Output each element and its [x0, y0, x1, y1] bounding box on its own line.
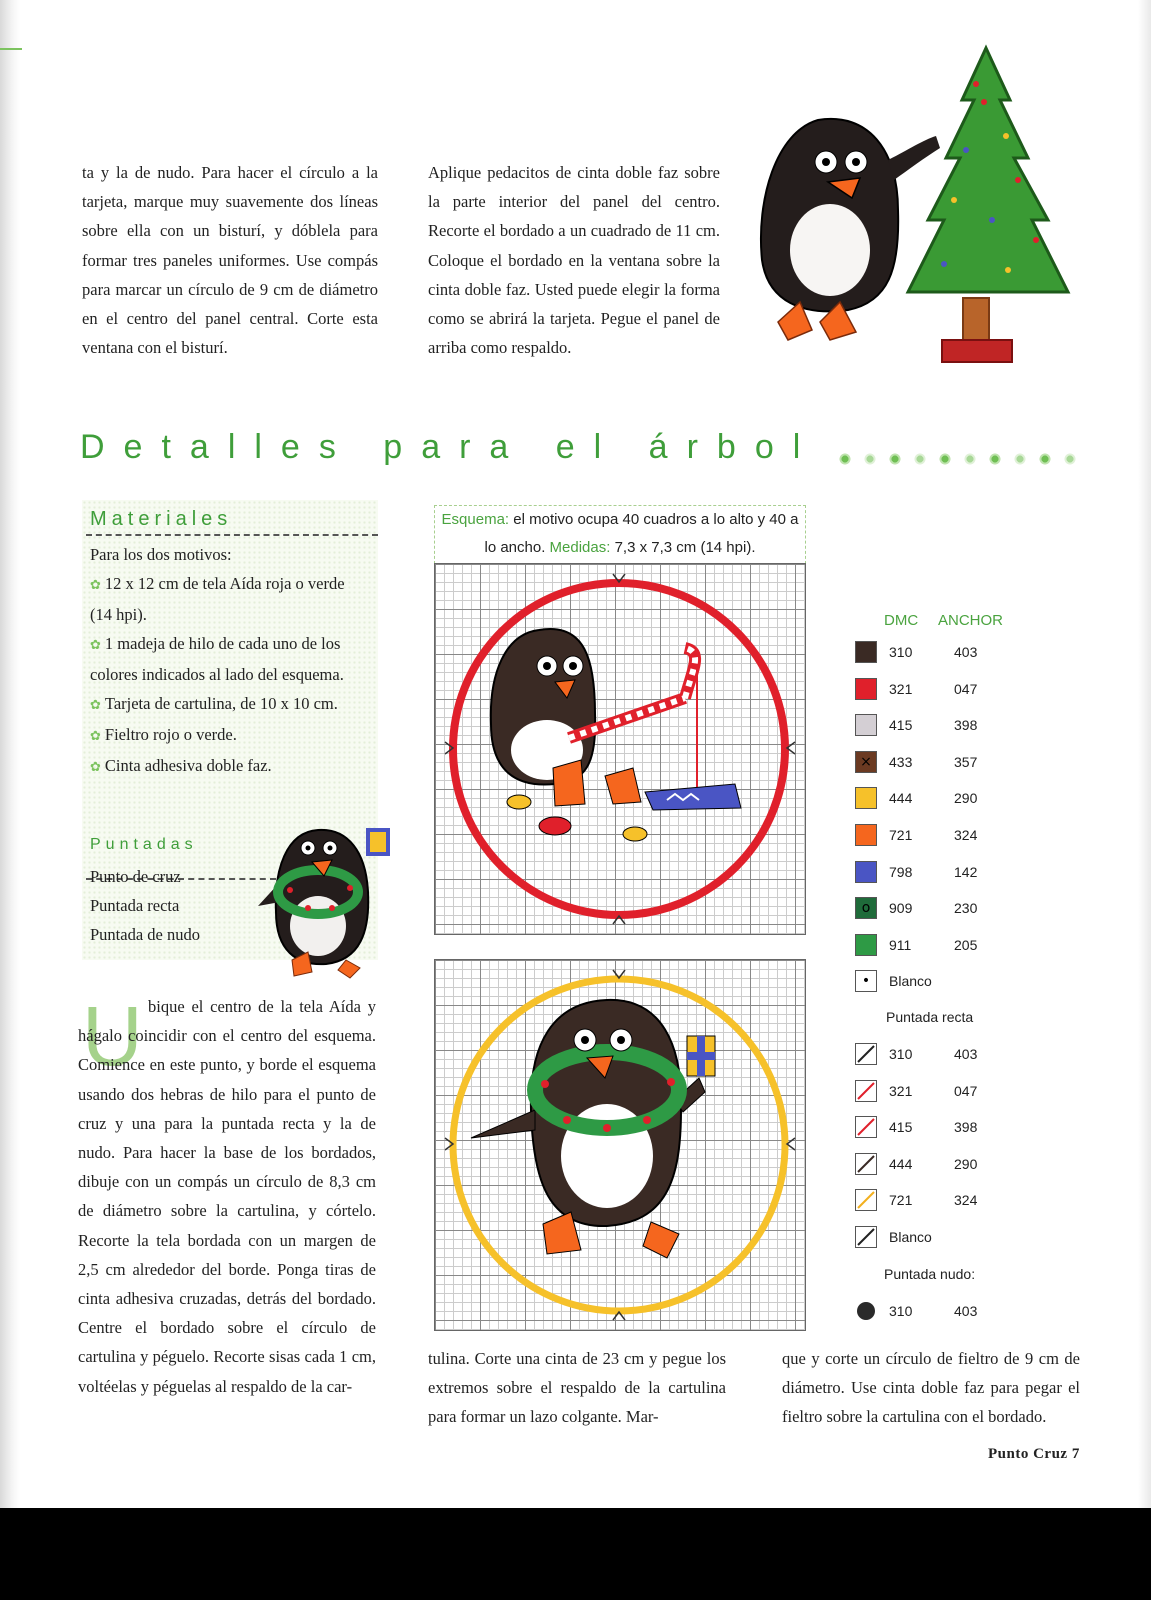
flower-bullet-icon: ✿	[90, 698, 101, 713]
penguin-tree-photo	[748, 40, 1093, 375]
cross-stitch-chart-2	[434, 959, 806, 1331]
chart-2-drawing	[435, 960, 805, 1330]
page-edge	[1138, 0, 1151, 1508]
cross-anchor-code: 324	[954, 827, 978, 843]
straight-swatch	[855, 1080, 877, 1102]
materials-list	[90, 540, 370, 782]
cross-swatch	[855, 787, 877, 809]
title-decoration	[838, 452, 1077, 466]
straight-dmc-code: 721	[889, 1192, 913, 1209]
cross-anchor-code: 047	[954, 680, 978, 697]
stitch-item: Puntada recta	[90, 896, 180, 915]
straight-anchor-code: 047	[954, 1082, 978, 1099]
cross-swatch: o	[855, 897, 877, 919]
cross-dmc-code: 433	[889, 753, 913, 770]
knot-dmc-code: 310	[889, 1303, 913, 1319]
straight-dmc-code: 415	[889, 1119, 913, 1136]
materials-item: ✿ Tarjeta de cartulina, de 10 x 10 cm.	[90, 694, 338, 713]
cross-anchor-code: 142	[954, 863, 978, 880]
page-spine-shadow	[0, 0, 20, 1508]
scheme-label: Esquema:	[441, 511, 510, 528]
scan-background	[0, 1508, 1151, 1600]
cross-dmc-code: 415	[889, 717, 913, 734]
straight-anchor-code: 324	[954, 1192, 978, 1209]
straight-dmc-code: 444	[889, 1155, 913, 1172]
flower-bullet-icon: ✿	[90, 638, 101, 653]
cross-dmc-code: Blanco	[889, 973, 932, 990]
straight-anchor-code: 403	[954, 1046, 978, 1062]
margin-mark	[0, 48, 22, 50]
cross-dmc-code: 909	[889, 900, 913, 917]
instructions-text-1: bique el centro de la tela Aída y hágalo coincidir con el centro del esquema. Comience en este punto, y borde el esquema usando dos hebras de hilo para el punto de cruz y una para la puntada recta y la de nudo. Para hacer la base de los bordados, dibuje con un compás un círculo de 8,3 cm de diámetro sobre la cartulina, y córtelo. Recorte la tela bordada con un margen de 2,5 cm alrededor del borde. Ponga tiras de cinta adhesiva cruzadas, detrás del bordado. Centre el bordado sobre el círculo de cartulina y péguelo. Recorte sisas cada 1 cm, voltéelas y péguelas al respaldo de la car-	[78, 997, 376, 1396]
flower-bullet-icon: ✿	[90, 729, 101, 744]
cross-swatch	[855, 861, 877, 883]
straight-swatch	[855, 1226, 877, 1248]
materials-item: ✿ Cinta adhesiva doble faz.	[90, 756, 272, 775]
intro-text-2: Aplique pedacitos de cinta doble faz sobre la parte interior del panel del centro. Recorte el bordado a un cuadrado de 11 cm. Coloque el bordado en la ventana sobre la cinta doble faz. Usted puede elegir la forma como se abrirá la tarjeta. Pegue el panel de arriba como respaldo.	[428, 163, 720, 358]
flower-bullet-icon: ✿	[90, 578, 101, 593]
cross-anchor-code: 403	[954, 644, 978, 660]
scheme-caption	[434, 505, 806, 564]
materials-item: ✿ 12 x 12 cm de tela Aída roja o verde (14 hpi).	[90, 574, 345, 624]
straight-dmc-code: 321	[889, 1082, 913, 1099]
cross-swatch	[855, 824, 877, 846]
straight-swatch	[855, 1116, 877, 1138]
cross-swatch	[855, 714, 877, 736]
cross-anchor-code: 290	[954, 790, 978, 807]
straight-dmc-code: 310	[889, 1046, 913, 1062]
straight-swatch	[855, 1153, 877, 1175]
stitches-list	[90, 862, 200, 949]
drop-cap: U	[82, 989, 143, 1083]
intro-column-1	[82, 158, 378, 362]
penguin-wreath-photo	[256, 822, 401, 980]
cross-dmc-code: 798	[889, 863, 913, 880]
cross-dmc-code: 444	[889, 790, 913, 807]
materials-divider	[86, 534, 378, 536]
straight-anchor-code: 398	[954, 1119, 978, 1136]
knot-anchor-code: 403	[954, 1303, 978, 1319]
cross-anchor-code: 398	[954, 717, 978, 734]
flower-bullet-icon: ✿	[90, 760, 101, 775]
cross-dmc-code: 321	[889, 680, 913, 697]
cross-stitch-chart-1	[434, 563, 806, 935]
knot-swatch	[855, 1300, 877, 1322]
cross-anchor-code: 205	[954, 936, 978, 953]
instructions-column-1	[78, 989, 376, 1401]
cross-dmc-code: 721	[889, 827, 913, 843]
cross-swatch: •	[855, 970, 877, 992]
cross-dmc-code: 310	[889, 644, 913, 660]
cross-anchor-code: 357	[954, 753, 978, 770]
chart-1-drawing	[435, 564, 805, 934]
instructions-text-2: tulina. Corte una cinta de 23 cm y pegue los extremos sobre el respaldo de la cartulina para formar un lazo colgante. Mar-	[428, 1349, 726, 1427]
cross-anchor-code: 230	[954, 900, 978, 917]
magazine-name: Punto Cruz	[988, 1446, 1068, 1462]
cross-swatch: ×	[855, 751, 877, 773]
materials-intro: Para los dos motivos:	[90, 545, 232, 564]
legend-knot-heading: Puntada nudo:	[884, 1266, 976, 1282]
legend-anchor-header: ANCHOR	[938, 612, 1004, 629]
instructions-column-2	[428, 1344, 726, 1432]
page-folio	[988, 1446, 1080, 1463]
straight-dmc-code: Blanco	[889, 1229, 932, 1245]
intro-column-2	[428, 158, 720, 362]
straight-swatch	[855, 1189, 877, 1211]
cross-swatch	[855, 934, 877, 956]
instructions-column-3	[782, 1344, 1080, 1432]
cross-swatch	[855, 641, 877, 663]
scheme-text: el motivo ocupa 40 cuadros a lo alto y 40 a lo ancho.	[484, 511, 799, 556]
cross-swatch	[855, 678, 877, 700]
measure-text: 7,3 x 7,3 cm (14 hpi).	[610, 539, 756, 556]
measure-label: Medidas:	[549, 539, 611, 556]
materials-item: ✿ 1 madeja de hilo de cada uno de los colores indicados al lado del esquema.	[90, 634, 344, 684]
straight-anchor-code: 290	[954, 1155, 978, 1172]
straight-swatch	[855, 1043, 877, 1065]
cross-dmc-code: 911	[889, 936, 912, 953]
stitches-heading: Puntadas	[90, 836, 198, 853]
page-number: 7	[1071, 1446, 1080, 1462]
stitch-item: Punto de cruz	[90, 867, 181, 886]
legend-straight-heading: Puntada recta	[886, 1009, 974, 1025]
instructions-text-3: que y corte un círculo de fieltro de 9 cm de diámetro. Use cinta doble faz para pegar el fieltro sobre la cartulina con el bordado.	[782, 1349, 1080, 1427]
section-title: Detalles para el árbol	[80, 428, 820, 466]
intro-text-1: ta y la de nudo. Para hacer el círculo a la tarjeta, marque muy suavemente dos líneas sobre ella con un bisturí, y dóblela para formar tres paneles uniformes. Use compás para marcar un círculo de 9 cm de diámetro en el centro del panel central. Corte esta ventana con el bisturí.	[82, 163, 378, 358]
legend-dmc-header: DMC	[884, 612, 919, 629]
materials-heading: Materiales	[90, 508, 233, 530]
stitch-item: Puntada de nudo	[90, 925, 200, 944]
materials-item: ✿ Fieltro rojo o verde.	[90, 725, 237, 744]
